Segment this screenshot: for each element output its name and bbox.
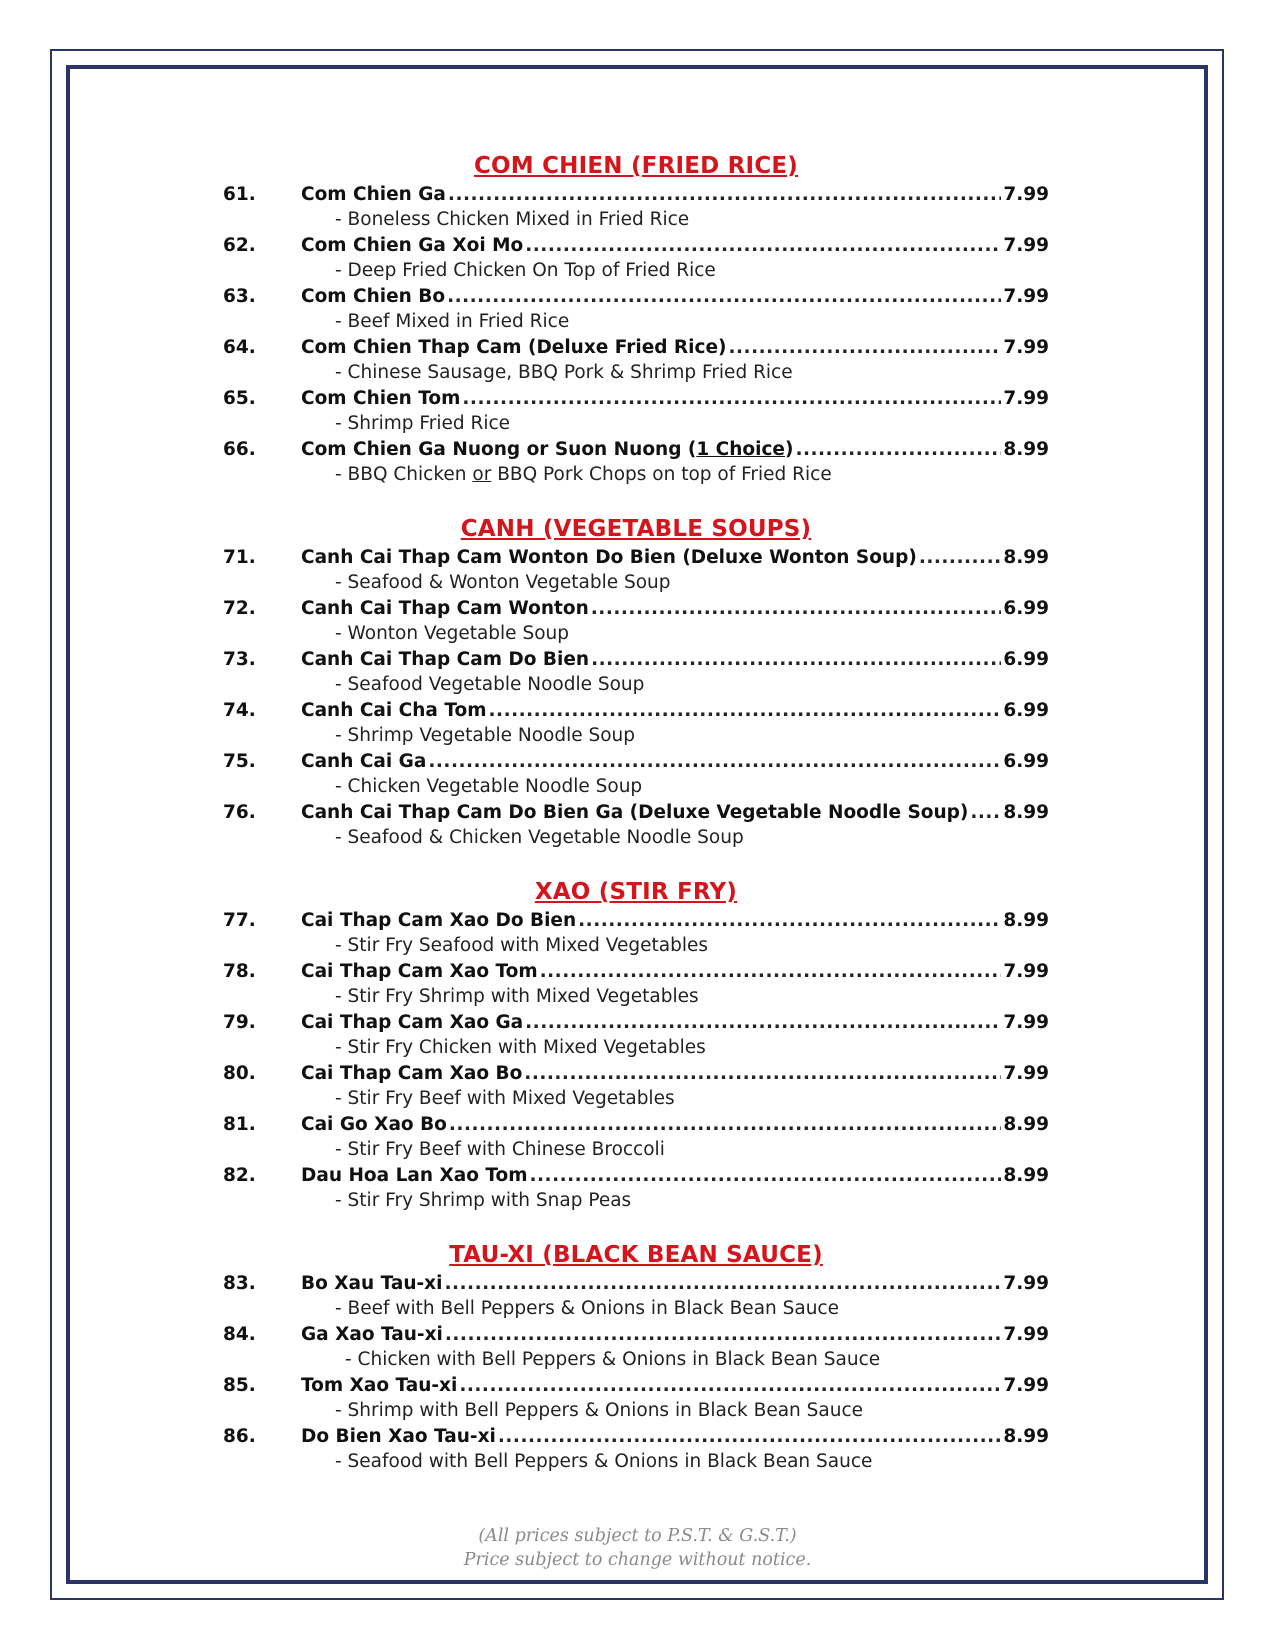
item-description: - Stir Fry Beef with Chinese Broccoli [335, 1139, 665, 1160]
item-price: 7.99 [1003, 1063, 1049, 1084]
menu-item [223, 749, 1049, 800]
item-price: 7.99 [1003, 388, 1049, 409]
menu-item [223, 437, 1049, 488]
dot-leader [462, 386, 1001, 412]
item-name: Cai Thap Cam Xao Do Bien [301, 910, 577, 931]
item-number: 73. [223, 649, 256, 670]
item-name: Com Chien Ga Xoi Mo [301, 235, 524, 256]
item-number: 62. [223, 235, 256, 256]
menu-item [223, 335, 1049, 386]
item-name: Cai Thap Cam Xao Ga [301, 1012, 524, 1033]
item-description: - Seafood with Bell Peppers & Onions in Black Bean Sauce [335, 1451, 873, 1472]
item-number: 61. [223, 184, 256, 205]
footer-tax-note: (All prices subject to P.S.T. & G.S.T.) [478, 1526, 797, 1546]
dot-leader [498, 1424, 1001, 1450]
menu-item [223, 1373, 1049, 1424]
menu-item [223, 959, 1049, 1010]
dot-leader [428, 749, 1001, 775]
item-description: - Stir Fry Seafood with Mixed Vegetables [335, 935, 708, 956]
item-description: - Deep Fried Chicken On Top of Fried Rice [335, 260, 716, 281]
item-name: Canh Cai Cha Tom [301, 700, 487, 721]
item-number: 83. [223, 1273, 256, 1294]
item-description: - Beef Mixed in Fried Rice [335, 311, 570, 332]
item-number: 81. [223, 1114, 256, 1135]
item-price: 8.99 [1003, 1426, 1049, 1447]
item-desc-part: BBQ Pork Chops on top of Fried Rice [491, 464, 832, 485]
section-vegetable-soups [223, 513, 1049, 851]
item-description: - Stir Fry Shrimp with Mixed Vegetables [335, 986, 699, 1007]
item-price: 6.99 [1003, 751, 1049, 772]
dot-leader [445, 1322, 1001, 1348]
section-title: TAU-XI (BLACK BEAN SAUCE) [449, 1242, 823, 1268]
item-number: 66. [223, 439, 256, 460]
section-title: COM CHIEN (FRIED RICE) [473, 153, 799, 179]
item-number: 77. [223, 910, 256, 931]
item-number: 65. [223, 388, 256, 409]
item-price: 8.99 [1003, 439, 1049, 460]
item-price: 7.99 [1003, 337, 1049, 358]
dot-leader [970, 800, 1001, 826]
item-name: Bo Xau Tau-xi [301, 1273, 443, 1294]
item-name: Cai Go Xao Bo [301, 1114, 447, 1135]
dot-leader [530, 1163, 1002, 1189]
item-price: 8.99 [1003, 910, 1049, 931]
item-description: - Shrimp Fried Rice [335, 413, 511, 434]
item-number: 79. [223, 1012, 256, 1033]
item-price: 8.99 [1003, 802, 1049, 823]
item-name: Canh Cai Thap Cam Wonton [301, 598, 589, 619]
item-price: 7.99 [1003, 961, 1049, 982]
footer-price-note: Price subject to change without notice. [463, 1550, 812, 1570]
item-number: 64. [223, 337, 256, 358]
item-description: - Wonton Vegetable Soup [335, 623, 569, 644]
item-price: 6.99 [1003, 649, 1049, 670]
dot-leader [525, 233, 1001, 259]
menu-item [223, 1010, 1049, 1061]
item-number: 85. [223, 1375, 256, 1396]
item-number: 71. [223, 547, 256, 568]
item-price: 6.99 [1003, 598, 1049, 619]
menu-item [223, 233, 1049, 284]
item-price: 8.99 [1003, 547, 1049, 568]
dot-leader [449, 1112, 1001, 1138]
menu-item [223, 647, 1049, 698]
menu-item [223, 284, 1049, 335]
dot-leader [578, 908, 1001, 934]
item-name: Com Chien Thap Cam (Deluxe Fried Rice) [301, 337, 727, 358]
item-number: 75. [223, 751, 256, 772]
dot-leader [540, 959, 1002, 985]
item-number: 76. [223, 802, 256, 823]
item-price: 7.99 [1003, 1324, 1049, 1345]
menu-item [223, 1061, 1049, 1112]
item-number: 63. [223, 286, 256, 307]
item-description: - Chicken Vegetable Noodle Soup [335, 776, 643, 797]
item-name-part: ) [784, 439, 794, 460]
dot-leader [459, 1373, 1001, 1399]
dot-leader [447, 284, 1001, 310]
dot-leader [728, 335, 1001, 361]
item-description: - Beef with Bell Peppers & Onions in Black Bean Sauce [335, 1298, 839, 1319]
item-name-underlined: 1 Choice [696, 439, 785, 460]
item-name: Canh Cai Ga [301, 751, 427, 772]
item-description: - Stir Fry Shrimp with Snap Peas [335, 1190, 632, 1211]
section-stir-fry [223, 876, 1049, 1214]
footer-notice [0, 1524, 1275, 1572]
item-description: - Seafood & Wonton Vegetable Soup [335, 572, 671, 593]
item-description: - Chinese Sausage, BBQ Pork & Shrimp Fried Rice [335, 362, 793, 383]
dot-leader [919, 545, 1002, 571]
item-number: 72. [223, 598, 256, 619]
menu-item [223, 1271, 1049, 1322]
menu-item [223, 698, 1049, 749]
dot-leader [795, 437, 1001, 463]
item-number: 84. [223, 1324, 256, 1345]
item-name: Cai Thap Cam Xao Bo [301, 1063, 523, 1084]
item-name: Ga Xao Tau-xi [301, 1324, 443, 1345]
section-title: CANH (VEGETABLE SOUPS) [460, 516, 812, 542]
dot-leader [444, 1271, 1001, 1297]
item-description: - Stir Fry Beef with Mixed Vegetables [335, 1088, 675, 1109]
item-price: 7.99 [1003, 184, 1049, 205]
item-name: Dau Hoa Lan Xao Tom [301, 1165, 528, 1186]
menu-content [223, 150, 1049, 1500]
dot-leader [591, 596, 1002, 622]
item-description: - Seafood Vegetable Noodle Soup [335, 674, 645, 695]
menu-item [223, 1112, 1049, 1163]
dot-leader [525, 1010, 1001, 1036]
item-price: 8.99 [1003, 1165, 1049, 1186]
dot-leader [489, 698, 1002, 724]
menu-item [223, 182, 1049, 233]
menu-item [223, 1322, 1049, 1373]
section-title: XAO (STIR FRY) [534, 879, 738, 905]
item-description: - Shrimp with Bell Peppers & Onions in Black Bean Sauce [335, 1400, 863, 1421]
item-name: Com Chien Ga [301, 184, 446, 205]
item-number: 78. [223, 961, 256, 982]
section-fried-rice [223, 150, 1049, 488]
item-number: 82. [223, 1165, 256, 1186]
item-description: - Stir Fry Chicken with Mixed Vegetables [335, 1037, 706, 1058]
item-name: Canh Cai Thap Cam Do Bien Ga (Deluxe Vegetable Noodle Soup) [301, 802, 969, 823]
item-price: 7.99 [1003, 235, 1049, 256]
item-name [301, 437, 793, 463]
item-name: Do Bien Xao Tau-xi [301, 1426, 496, 1447]
dot-leader [591, 647, 1001, 673]
item-description [223, 463, 1049, 488]
item-price: 8.99 [1003, 1114, 1049, 1135]
item-price: 7.99 [1003, 1375, 1049, 1396]
dot-leader [448, 182, 1001, 208]
item-description: - Chicken with Bell Peppers & Onions in Black Bean Sauce [345, 1349, 881, 1370]
item-desc-part: - BBQ Chicken [335, 464, 473, 485]
item-name: Canh Cai Thap Cam Do Bien [301, 649, 590, 670]
item-number: 86. [223, 1426, 256, 1447]
menu-item [223, 800, 1049, 851]
menu-item [223, 596, 1049, 647]
item-desc-underlined: or [472, 464, 492, 485]
section-black-bean-sauce [223, 1239, 1049, 1475]
item-description: - Shrimp Vegetable Noodle Soup [335, 725, 636, 746]
item-name-part: Com Chien Ga Nuong or Suon Nuong ( [301, 439, 697, 460]
item-price: 6.99 [1003, 700, 1049, 721]
item-price: 7.99 [1003, 1012, 1049, 1033]
item-name: Canh Cai Thap Cam Wonton Do Bien (Deluxe Wonton Soup) [301, 547, 917, 568]
item-description: - Seafood & Chicken Vegetable Noodle Soup [335, 827, 744, 848]
item-price: 7.99 [1003, 286, 1049, 307]
item-number: 74. [223, 700, 256, 721]
item-name: Com Chien Tom [301, 388, 461, 409]
menu-item [223, 1424, 1049, 1475]
menu-item [223, 908, 1049, 959]
item-number: 80. [223, 1063, 256, 1084]
menu-item [223, 545, 1049, 596]
menu-item [223, 386, 1049, 437]
item-description: - Boneless Chicken Mixed in Fried Rice [335, 209, 690, 230]
dot-leader [524, 1061, 1001, 1087]
menu-item [223, 1163, 1049, 1214]
item-name: Com Chien Bo [301, 286, 446, 307]
item-name: Tom Xao Tau-xi [301, 1375, 458, 1396]
item-name: Cai Thap Cam Xao Tom [301, 961, 538, 982]
item-price: 7.99 [1003, 1273, 1049, 1294]
